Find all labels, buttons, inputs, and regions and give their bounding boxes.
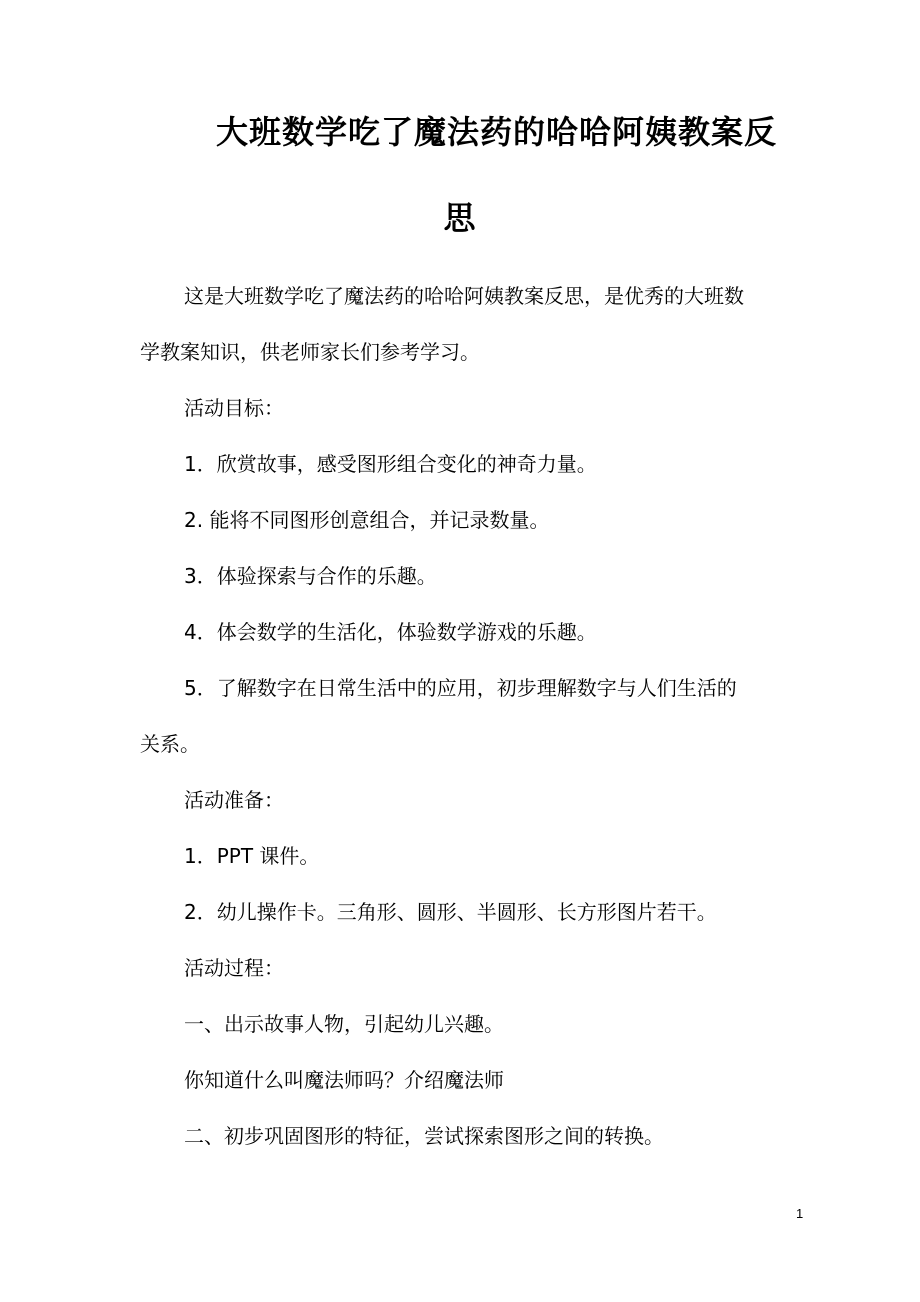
section-heading-preparation: 活动准备： [184, 788, 284, 812]
document-title-line-1: 大班数学吃了魔法药的哈哈阿姨教案反 [216, 113, 778, 151]
intro-paragraph-line-1: 这是大班数学吃了魔法药的哈哈阿姨教案反思，是优秀的大班数 [184, 284, 744, 308]
process-step-1-detail: 你知道什么叫魔法师吗？介绍魔法师 [184, 1068, 504, 1092]
page-number: 1 [796, 1206, 804, 1221]
intro-paragraph-line-2: 学教案知识，供老师家长们参考学习。 [140, 340, 480, 364]
process-step-2: 二、初步巩固图形的特征，尝试探索图形之间的转换。 [184, 1124, 664, 1148]
document-title-line-2: 思 [443, 199, 477, 237]
goal-item-2: 2. 能将不同图形创意组合，并记录数量。 [184, 508, 550, 532]
goal-item-5-line-1: 5．了解数字在日常生活中的应用，初步理解数字与人们生活的 [184, 676, 737, 700]
preparation-item-2: 2．幼儿操作卡。三角形、圆形、半圆形、长方形图片若干。 [184, 900, 717, 924]
process-step-1: 一、出示故事人物，引起幼儿兴趣。 [184, 1012, 504, 1036]
section-heading-goals: 活动目标： [184, 396, 284, 420]
goal-item-3: 3．体验探索与合作的乐趣。 [184, 564, 437, 588]
goal-item-5-line-2: 关系。 [140, 732, 200, 756]
preparation-item-1: 1．PPT 课件。 [184, 844, 320, 868]
goal-item-1: 1．欣赏故事，感受图形组合变化的神奇力量。 [184, 452, 597, 476]
section-heading-process: 活动过程： [184, 956, 284, 980]
goal-item-4: 4．体会数学的生活化，体验数学游戏的乐趣。 [184, 620, 597, 644]
